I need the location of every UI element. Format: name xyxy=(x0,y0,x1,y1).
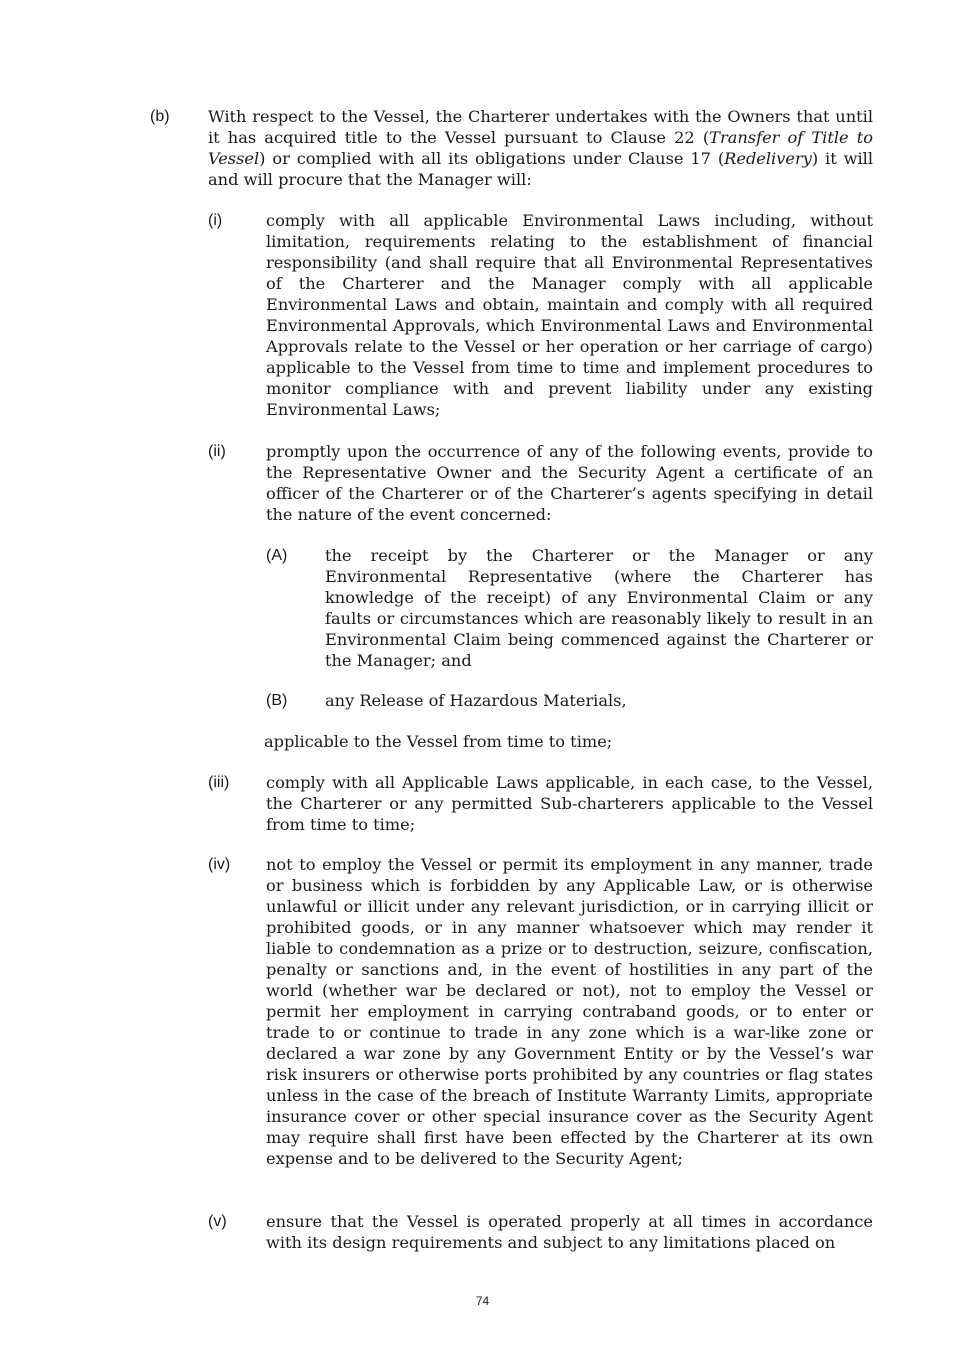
subitem-label-B: (B) xyxy=(266,692,288,709)
item-label-ii: (ii) xyxy=(208,443,226,460)
item-ii-text: promptly upon the occurrence of any of the following events, provide to the Representative Owner and the Security Agent a certificate of an officer of the Charterer or of the Charterer’s agents specifying in detail the nature of the event concerned: xyxy=(266,442,873,524)
item-label-v: (v) xyxy=(208,1213,227,1230)
clause-b-italic1: Transfer of Title to Vessel xyxy=(208,128,873,168)
item-v-text: ensure that the Vessel is operated properly at all times in accordance with its design requirements and subject to any limitations placed on xyxy=(266,1212,873,1252)
clause-b-text xyxy=(208,106,873,190)
item-label-i: (i) xyxy=(208,212,223,229)
page-number: 74 xyxy=(475,1294,490,1308)
subitem-label-A: (A) xyxy=(266,547,288,564)
item-label-iv: (iv) xyxy=(208,856,231,873)
clause-b-seg3: ) it will and will procure that the Manager will: xyxy=(208,149,873,189)
item-ii-tail: applicable to the Vessel from time to time; xyxy=(264,732,613,751)
item-label-iii: (iii) xyxy=(208,774,230,791)
clause-b-seg2: ) or complied with all its obligations under Clause 17 ( xyxy=(259,149,725,168)
clause-b-seg1: With respect to the Vessel, the Charterer undertakes with the Owners that until it has acquired title to the Vessel pursuant to Clause 22 ( xyxy=(208,107,873,147)
item-iii-text: comply with all Applicable Laws applicable, in each case, to the Vessel, the Charterer or any permitted Sub-charterers applicable to the Vessel from time to time; xyxy=(266,773,873,834)
clause-b-italic2: Redelivery xyxy=(724,149,812,168)
subitem-A-text: the receipt by the Charterer or the Manager or any Environmental Representative (where the Charterer has knowledge of the receipt) of any Environmental Claim or any faults or circumstances which are reasonably likely to result in an Environmental Claim being commenced against the Charterer or the Manager; and xyxy=(325,546,873,670)
item-i-text: comply with all applicable Environmental Laws including, without limitation, requirements relating to the establishment of financial responsibility (and shall require that all Environmental Representatives of the Charterer and the Manager comply with all applicable Environmental Laws and obtain, maintain and comply with all required Environmental Approvals, which Environmental Laws and Environmental Approvals relate to the Vessel or her operation or her carriage of cargo) applicable to the Vessel from time to time and implement procedures to monitor compliance with and prevent liability under any existing Environmental Laws; xyxy=(266,211,873,419)
clause-label-b: (b) xyxy=(150,108,170,125)
subitem-B-text: any Release of Hazardous Materials, xyxy=(325,691,627,710)
item-iv-text: not to employ the Vessel or permit its employment in any manner, trade or business which is forbidden by any Applicable Law, or is otherwise unlawful or illicit under any relevant jurisdiction, or in carrying illicit or prohibited goods, or in any manner whatsoever which may render it liable to condemnation as a prize or to destruction, seizure, confiscation, penalty or sanctions and, in the event of hostilities in any part of the world (whether war be declared or not), not to employ the Vessel or permit her employment in carrying contraband goods, or to enter or trade to or continue to trade in any zone which is a war-like zone or declared a war zone by any Government Entity or by the Vessel’s war risk insurers or otherwise ports prohibited by any countries or flag states unless in the case of the breach of Institute Warranty Limits, appropriate insurance cover or other special insurance cover as the Security Agent may require shall first have been effected by the Charterer at its own expense and to be delivered to the Security Agent; xyxy=(266,855,873,1168)
